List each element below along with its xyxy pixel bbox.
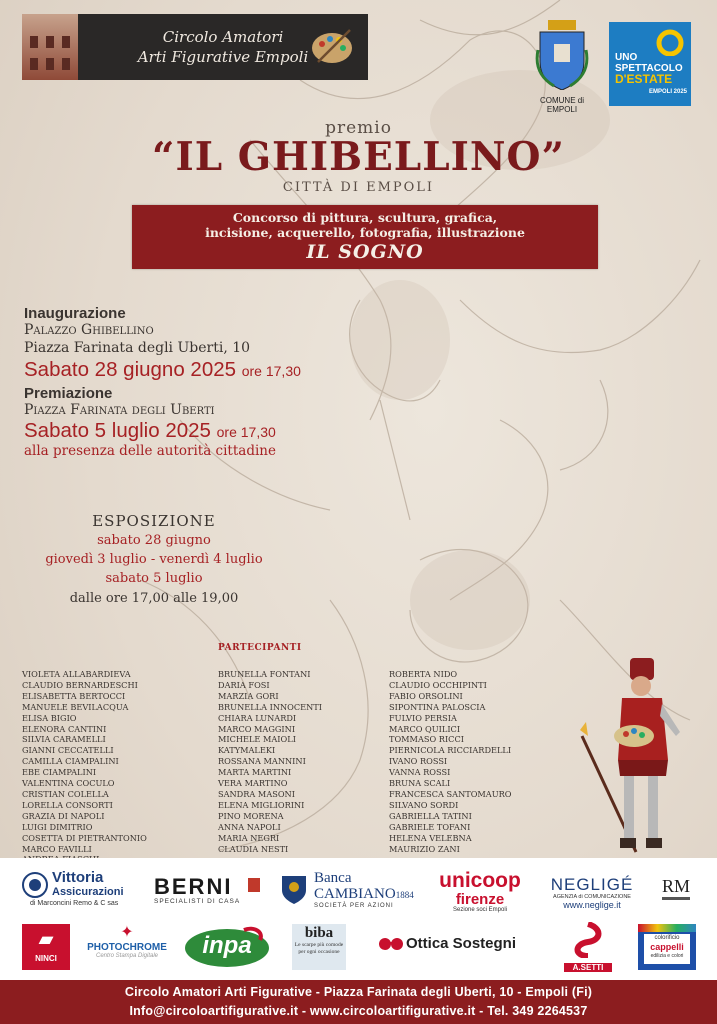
vittoria-icon [22,872,48,898]
footer [0,980,717,1024]
unicoop-sub: Sezione soci Empoli [452,907,508,913]
estate-line3: D'ESTATE [615,72,673,86]
cambiano-banca: Banca [314,870,352,886]
contest-theme: IL SOGNO [306,241,424,263]
circolo-line2: Arti Figurative Empoli [137,48,309,66]
circolo-line1: Circolo Amatori [162,28,284,46]
photochrome-name: PHOTOCHROME [87,942,167,953]
inaugurazione-address: Piazza Farinata degli Uberti, 10 [24,340,251,356]
contest-line1: Concorso di pittura, scultura, grafica, [232,210,498,225]
vittoria-logo [22,870,142,908]
participant-name: DARIA FOSI [218,679,270,690]
participant-name: SANDRA MASONI [218,788,295,799]
participant-name: SILVANO SORDI [389,799,459,810]
berni-name: BERNI [154,874,233,899]
participant-name: ELISABETTA BERTOCCI [22,690,126,701]
comune-empoli-logo [526,20,598,114]
participant-name: ELISA BIGIO [22,712,77,723]
building-photo [22,14,78,80]
neglige-name: NEGLIGÉ [550,875,634,894]
premio-label: premio [325,118,392,138]
esposizione-date: sabato 28 giugno [97,533,211,548]
svg-text:RM: RM [662,876,691,896]
photochrome-logo: ✦ PHOTOCHROME Centro Stampa Digitale [84,924,170,959]
participant-name: GRAZIA DI NAPOLI [22,810,105,821]
cambiano-sub: SOCIETÀ PER AZIONI [314,903,394,909]
contest-line2: incisione, acquerello, fotografia, illustrazione [205,225,525,240]
participant-name: CHIARA LUNARDI [218,712,297,723]
participant-name: MAURIZIO ZANI [389,843,460,854]
cappelli-logo [638,924,696,970]
inaugurazione-date: Sabato 28 giugno 2025 [24,358,237,381]
participant-name: ELENORA CANTINI [22,723,107,734]
rm-logo-icon [658,870,694,906]
participants-title: PARTECIPANTI [218,643,302,653]
participant-name: MARCO FAVILLI [22,843,92,854]
inaugurazione-place: Palazzo Ghibellino [24,322,154,338]
participant-name: ANNA NAPOLI [218,821,281,832]
esposizione-title: ESPOSIZIONE [92,512,216,530]
participant-name: HELENA VELEBNA [389,832,472,843]
photochrome-sub: Centro Stampa Digitale [95,953,159,959]
berni-logo [154,876,266,905]
participant-name: FRANCESCA SANTOMAURO [389,788,512,799]
premiazione-place: Piazza Farinata degli Uberti [24,402,215,418]
vittoria-agent: di Marconcini Remo & C sas [30,900,119,907]
sun-icon [653,26,687,56]
estate-line4: EMPOLI 2025 [648,89,687,95]
footer-address: Circolo Amatori Arti Figurative - Piazza Farinata degli Uberti, 10 - Empoli (Fi) [124,985,593,999]
sponsors-bar [0,858,717,980]
city-subtitle: CITTÀ DI EMPOLI [282,180,435,195]
participant-name: EBE CIAMPALINI [22,767,97,778]
participant-name: PIERNICOLA RICCIARDELLI [389,745,512,756]
participant-name: LORELLA CONSORTI [22,799,113,810]
unicoop-logo [428,870,532,913]
premiazione-note: alla presenza delle autorità cittadine [24,443,276,459]
banca-cambiano-logo [280,870,420,909]
neglige-logo [546,876,638,910]
participant-name: MARTA MARTINI [218,767,292,778]
participant-name: MARZIA GORI [218,690,279,701]
premiazione-date-line [24,419,444,444]
biba-sub: Le scarpe più comode per ogni occasione [294,942,344,955]
participant-name: TOMMASO RICCI [389,734,464,745]
participant-name: CAMILLA CIAMPALINI [22,756,119,767]
unicoop-city: firenze [455,891,505,908]
participant-name: BRUNELLA INNOCENTI [218,701,322,712]
participant-name: ROBERTA NIDO [389,669,458,679]
inpa-logo [184,926,270,968]
knight-illustration [578,652,688,856]
participant-name: VERA MARTINO [218,778,288,789]
participant-name: BRUNELLA FONTANI [218,669,311,679]
cambiano-year: 1884 [395,890,414,900]
inaugurazione-date-line [24,358,444,383]
participant-name: CLAUDIO BERNARDESCHI [22,679,138,690]
esposizione-hours: dalle ore 17,00 alle 19,00 [69,591,239,606]
neglige-sub: AGENZIA di COMUNICAZIONE [553,894,631,900]
participant-name: BRUNA SCALI [389,778,451,789]
cappelli-name: cappelli [650,942,684,952]
participants-column-2 [218,669,322,854]
participant-name: KATYMALEKI [218,745,276,756]
premiazione-date: Sabato 5 luglio 2025 [24,419,211,442]
event-info [24,305,444,459]
estate-line2: SPETTACOLO [615,63,683,74]
circolo-logo-banner [22,14,368,80]
asetti-name: A.SETTI [564,963,612,972]
ottica-name: Ottica Sostegni [406,935,517,952]
inpa-name: inpa [202,932,252,959]
participants-column-3 [389,669,512,854]
participant-name: CLAUDIO OCCHIPINTI [389,679,487,690]
asetti-icon [568,922,608,958]
participant-name: MANUELE BEVILACQUA [22,701,129,712]
asetti-logo [564,922,612,972]
biba-name: biba [304,925,334,941]
participant-name: GIANNI CECCATELLI [22,745,114,756]
participant-name: FABIO ORSOLINI [389,690,463,701]
participant-name: CLAUDIA NESTI [218,843,289,854]
vittoria-sub: Assicurazioni [52,886,124,898]
main-title: “IL GHIBELLINO” [152,134,565,180]
participant-name: ELENA MIGLIORINI [218,799,305,810]
premiazione-label: Premiazione [24,385,113,402]
palette-icon [310,26,356,66]
participant-name: FULVIO PERSIA [389,712,457,723]
inaugurazione-label: Inaugurazione [24,305,126,322]
unicoop-name: unicoop [439,869,521,892]
participant-name: MARCO MAGGINI [218,723,296,734]
participant-name: SIPONTINA PALOSCIA [389,701,486,712]
comune-label: COMUNE di EMPOLI [539,96,584,114]
ottica-sostegni-logo [378,936,538,952]
participant-name: CRISTIAN COLELLA [22,788,109,799]
coat-of-arms-icon [534,20,590,90]
participant-name: VALENTINA COCULO [22,778,115,789]
footer-contacts: Info@circoloartifigurative.it - www.circoloartifigurative.it - Tel. 349 2264537 [129,1004,588,1018]
estate-logo [609,22,691,106]
participant-name: GABRIELLA TATINI [389,810,472,821]
ninci-name: NINCI [35,954,57,963]
ninci-logo: ▰ NINCI [22,924,70,970]
vittoria-name: Vittoria [52,869,104,886]
berni-badge [248,878,260,892]
cambiano-crest-icon [280,874,308,904]
estate-line1: UNO [615,52,638,63]
glasses-icon [378,936,404,952]
cambiano-name: CAMBIANO [314,886,396,902]
participant-name: MARCO QUILICI [389,723,461,734]
esposizione-date: sabato 5 luglio [105,571,203,586]
participant-name: IVANO ROSSI [389,756,448,767]
premiazione-time: ore 17,30 [216,424,276,440]
biba-logo [292,924,346,970]
participant-name: VIOLETA ALLABARDIEVA [22,669,131,679]
participant-name: COSETTA DI PIETRANTONIO [22,832,147,843]
esposizione-block [24,512,284,610]
inaugurazione-time: ore 17,30 [241,363,301,379]
participant-name: VANNA ROSSI [389,767,451,778]
participant-name: LUIGI DIMITRIO [22,821,93,832]
berni-sub: SPECIALISTI DI CASA [154,898,241,905]
participant-name: PINO MORENA [218,810,284,821]
cappelli-sub1: colorificio [654,935,680,941]
participants-column-1 [22,669,147,865]
participant-name: MARIA NEGRI [218,832,280,843]
cappelli-sub2: edilizia e colori [650,953,684,959]
contest-banner [132,205,598,269]
participant-name: MICHELE MAIOLI [218,734,296,745]
participant-name: SILVIA CARAMELLI [22,734,106,745]
esposizione-date: giovedì 3 luglio - venerdì 4 luglio [45,552,263,567]
participant-name: ROSSANA MANNINI [218,756,306,767]
neglige-url: www.neglige.it [563,900,621,910]
participant-name: GABRIELE TOFANI [389,821,471,832]
